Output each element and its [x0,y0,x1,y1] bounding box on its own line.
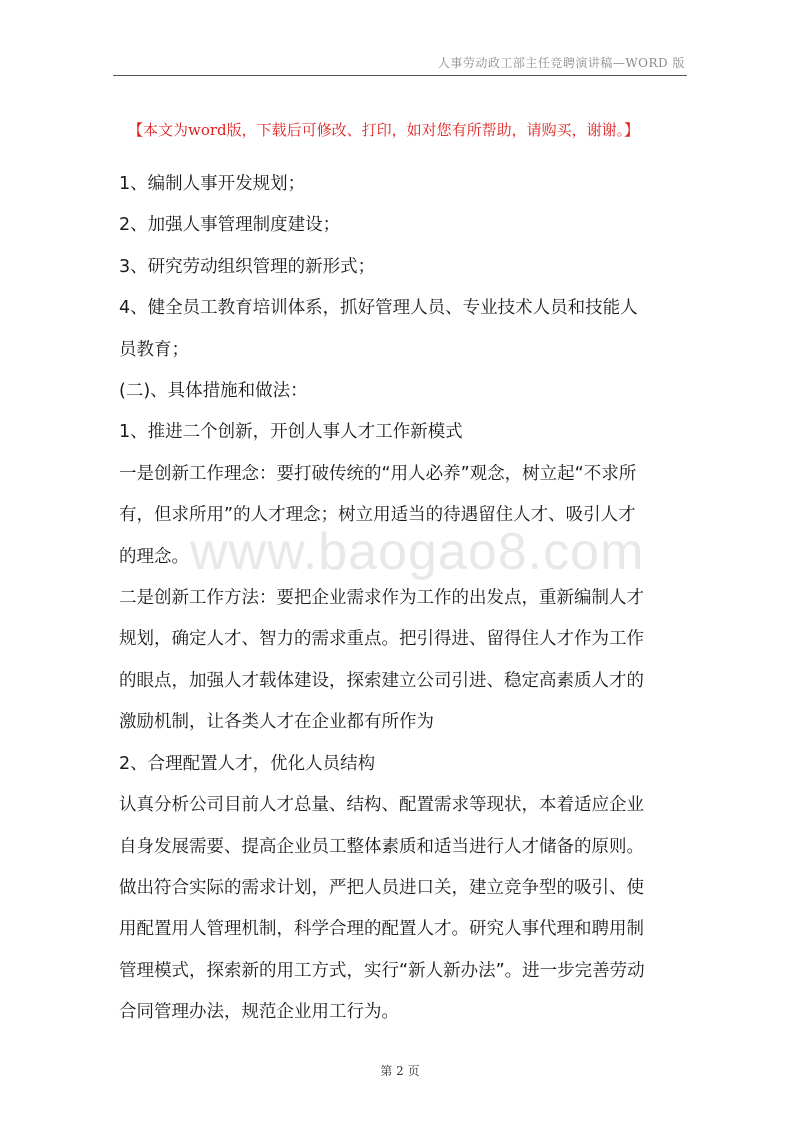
body-line: 一是创新工作理念：要打破传统的“用人必养”观念，树立起“不求所 [119,463,637,484]
body-line: 4、健全员工教育培训体系，抓好管理人员、专业技术人员和技能人 [119,298,638,319]
page-number: 第 2 页 [380,1064,420,1078]
body-line: 认真分析公司目前人才总量、结构、配置需求等现状，本着适应企业 [119,795,644,816]
body-line: 激励机制，让各类人才在企业都有所作为 [119,712,434,733]
body-line: 2、合理配置人才，优化人员结构 [119,753,376,774]
body-line: 员教育； [119,339,189,360]
body-line: 管理模式，探索新的用工方式，实行“新人新办法”。进一步完善劳动 [119,960,645,981]
body-line: 1、编制人事开发规划； [119,174,306,194]
body-line: 3、研究劳动组织管理的新形式； [119,256,376,277]
body-line: 1、推进二个创新，开创人事人才工作新模式 [119,422,463,443]
body-line: 做出符合实际的需求计划，严把人员进口关，建立竞争型的吸引、使 [119,877,644,898]
body-line: 自身发展需要、提高企业员工整体素质和适当进行人才储备的原则。 [119,836,644,857]
body-text [119,164,684,1034]
body-line: (二)、具体措施和做法： [119,381,308,402]
body-line: 二是创新工作方法：要把企业需求作为工作的出发点，重新编制人才 [119,588,644,609]
body-line: 的理念。 [119,546,189,567]
watermark: www.baogao8.com [190,523,645,581]
body-line: 的眼点，加强人才载体建设，探索建立公司引进、稳定高素质人才的 [119,670,644,691]
body-line: 合同管理办法，规范企业用工行为。 [119,1002,399,1023]
body-line: 用配置用人管理机制，科学合理的配置人才。研究人事代理和聘用制 [119,919,644,940]
page-header-title: 人事劳动政工部主任竞聘演讲稿—WORD 版 [437,56,685,70]
purchase-notice: 【本文为word版，下载后可修改、打印，如对您有所帮助，请购买，谢谢。】 [128,121,640,139]
body-line: 有，但求所用”的人才理念；树立用适当的待遇留住人才、吸引人才 [119,505,636,526]
body-line: 2、加强人事管理制度建设； [119,215,341,236]
body-line: 规划，确定人才、智力的需求重点。把引得进、留得住人才作为工作 [119,629,644,650]
header-divider [113,75,687,76]
